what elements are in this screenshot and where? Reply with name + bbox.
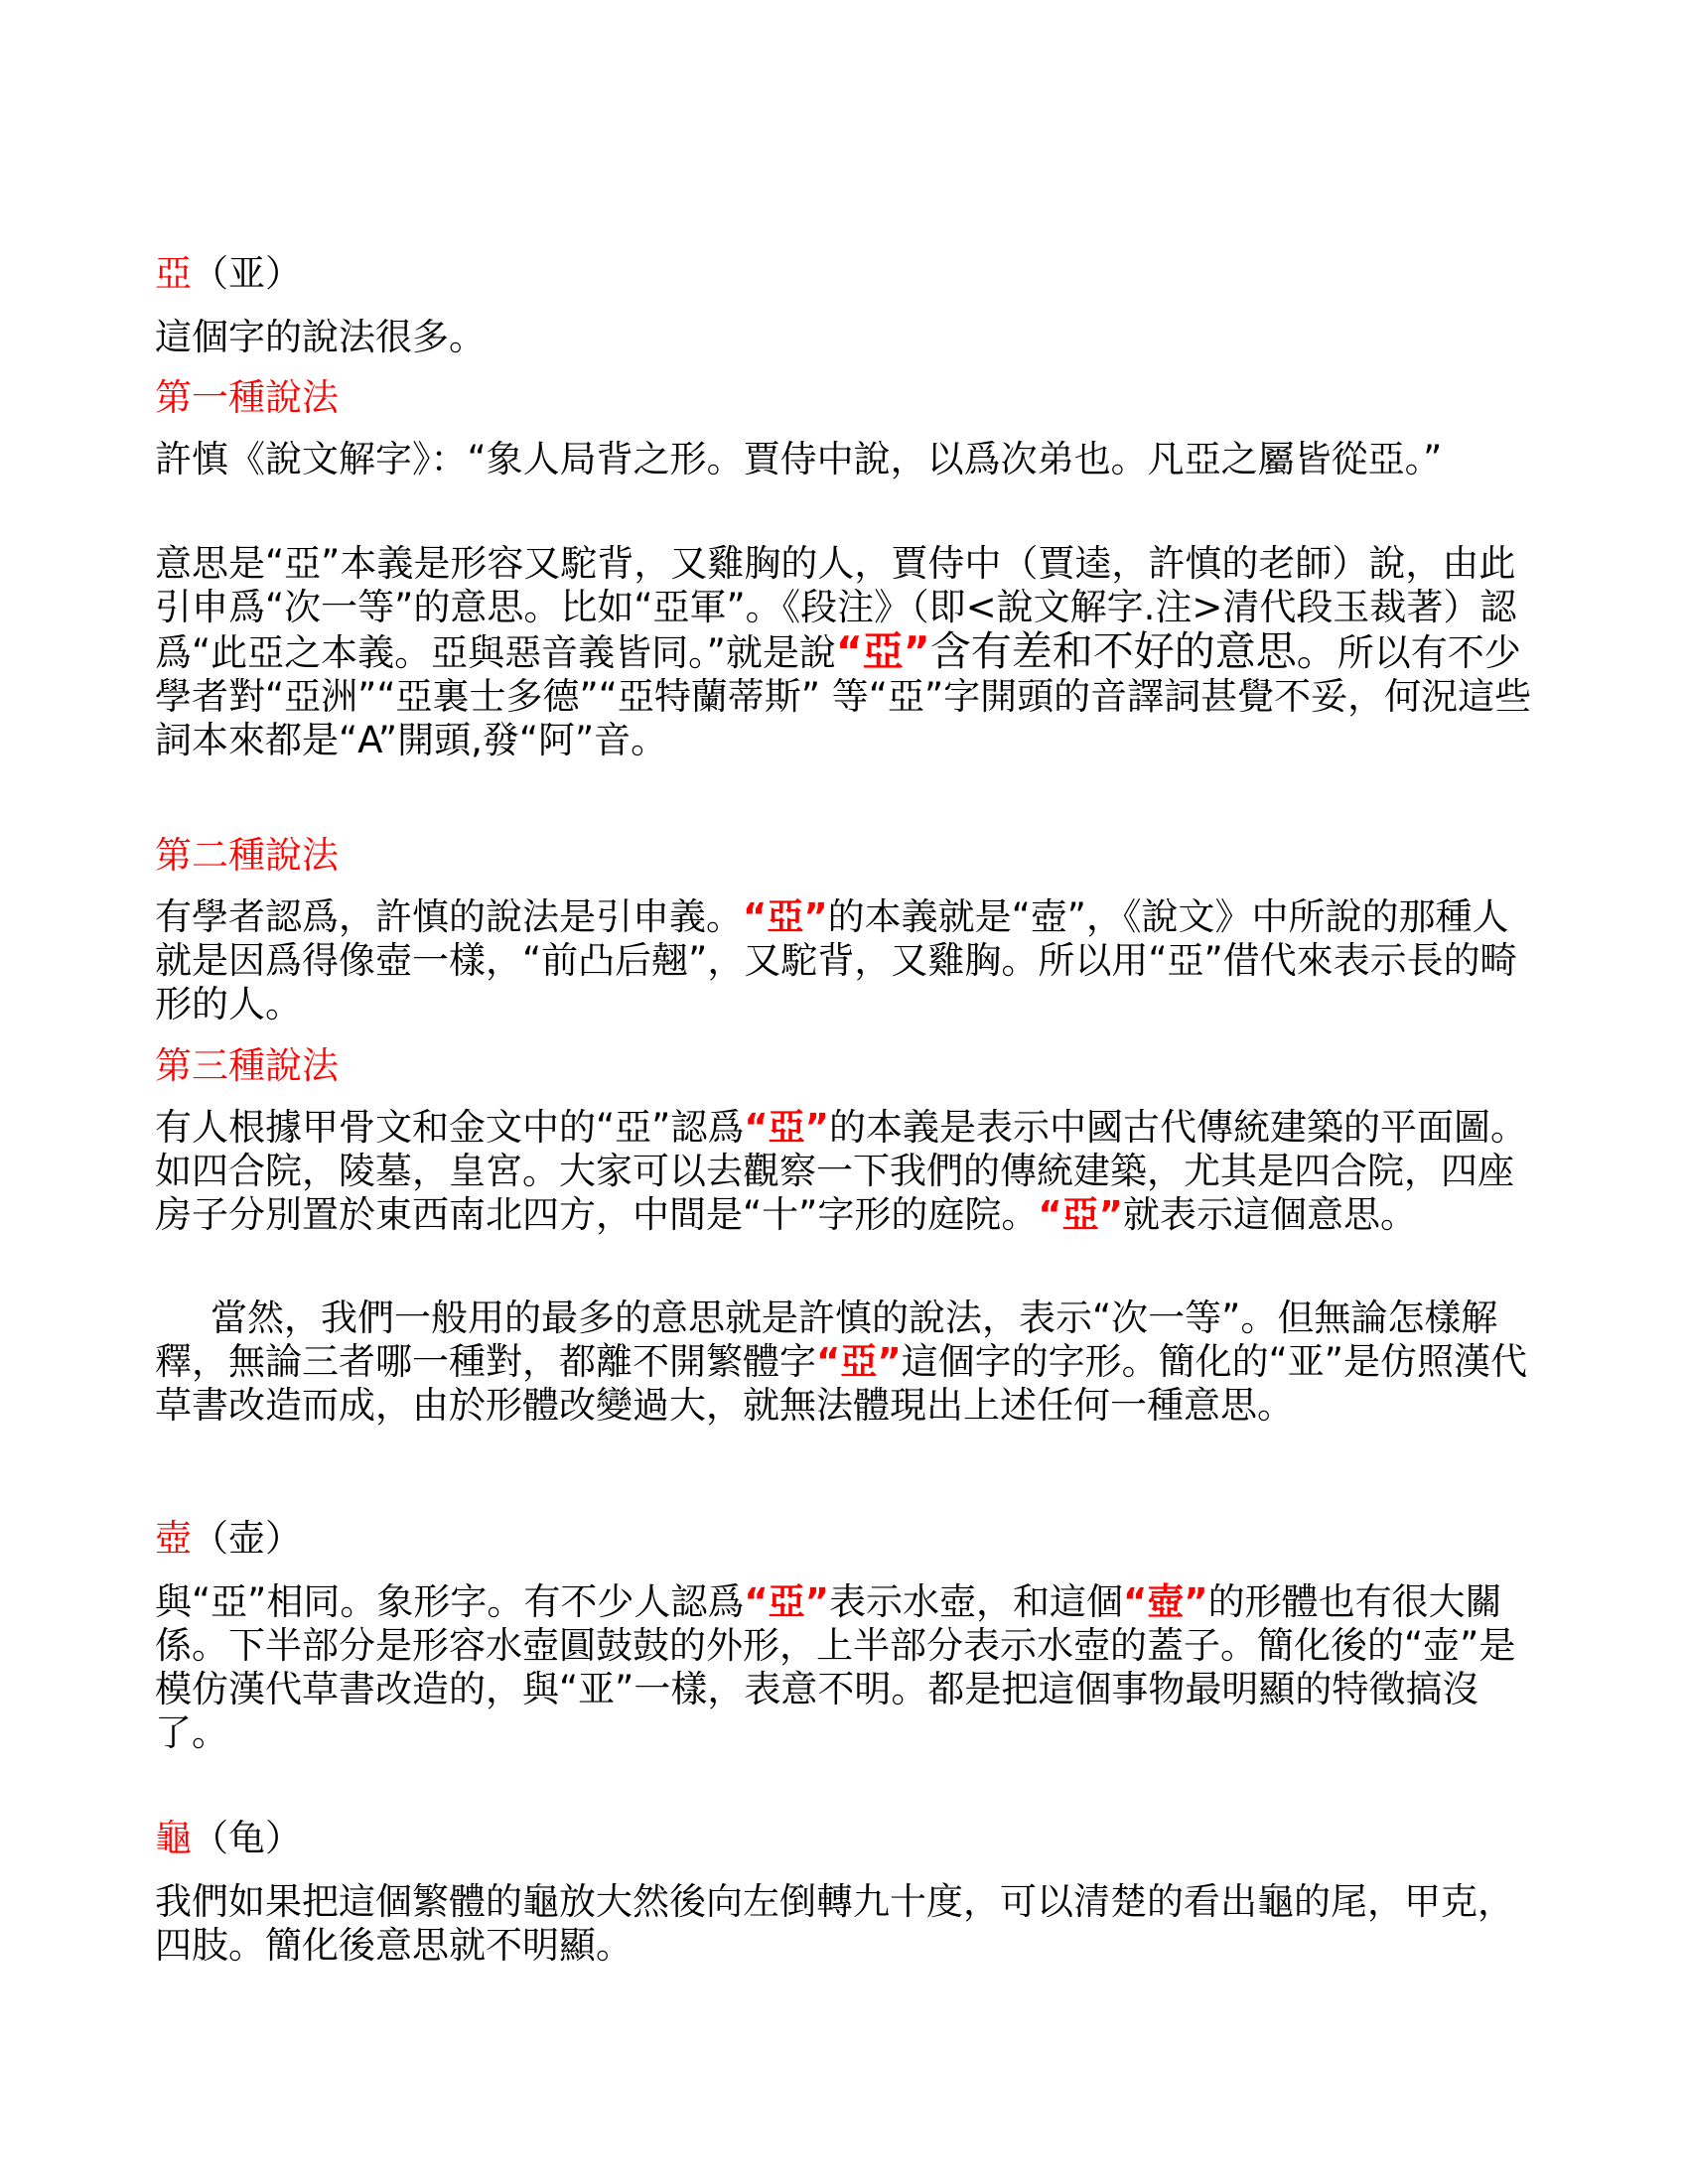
ya-conclusion-paragraph bbox=[155, 1297, 1535, 1428]
theory3-c: 就表示這個意思。 bbox=[1122, 1193, 1417, 1236]
heading-gui bbox=[155, 1817, 1535, 1860]
heading-ya-char: 亞 bbox=[155, 252, 192, 295]
theory3-a: 有人根據甲骨文和金文中的“亞”認爲 bbox=[155, 1106, 745, 1149]
hu-paragraph bbox=[155, 1580, 1535, 1755]
conclusion-a: 當然，我們一般用的最多的意思就是許慎的說法，表示“次一等”。但無論怎樣解釋，無論三者哪一種對，都離不開繁體字 bbox=[155, 1297, 1498, 1383]
theory3-ya-quote-1: “亞” bbox=[744, 1106, 829, 1149]
hu-c: 的形體也有很大關係。下半部分是形容水壺圓鼓鼓的外形，上半部分表示水壺的蓋子。簡化後的“壶”是模仿漢代草書改造的，與“亚”一樣，表意不明。都是把這個事物最明顯的特徵搞沒了。 bbox=[155, 1580, 1516, 1754]
theory1-title: 第一種說法 bbox=[155, 376, 339, 419]
ya-intro: 這個字的說法很多。 bbox=[155, 316, 486, 358]
heading-hu-simplified: （壶） bbox=[192, 1517, 302, 1560]
heading-ya-simplified: （亚） bbox=[192, 252, 302, 295]
heading-hu-char: 壺 bbox=[155, 1517, 192, 1560]
theory2-a: 有學者認爲，許慎的說法是引申義。 bbox=[155, 895, 743, 938]
hu-hu-quote: “壺” bbox=[1122, 1580, 1208, 1623]
theory3-b: 的本義是表示中國古代傳統建築的平面圖。如四合院，陵墓，皇宮。大家可以去觀察一下我們的傳統建築，尤其是四合院，四座房子分別置於東西南北四方，中間是“十”字形的庭院。 bbox=[155, 1106, 1527, 1236]
theory1-explanation-a: 意思是“亞”本義是形容又駝背，又雞胸的人，賈侍中（賈逵，許慎的老師）說，由此引申爲“次一等”的意思。比如“亞軍”。《段注》（即<說文解字.注>清代段玉裁著）認爲“此亞之本義。亞與惡音義皆同。”就是說 bbox=[155, 542, 1517, 674]
gui-paragraph: 我們如果把這個繁體的龜放大然後向左倒轉九十度，可以清楚的看出龜的尾，甲克，四肢。簡化後意思就不明顯。 bbox=[155, 1880, 1514, 1967]
theory1-ya-quote: “亞” bbox=[835, 627, 930, 675]
theory1-explanation-b: 含有差和不好的意思。 bbox=[929, 627, 1337, 675]
hu-b: 表示水壺，和這個 bbox=[828, 1580, 1123, 1623]
theory1-quote-paragraph: 許慎《說文解字》：“象人局背之形。賈侍中說，以爲次弟也。凡亞之屬皆從亞。” bbox=[155, 438, 1443, 480]
theory3-ya-quote-2: “亞” bbox=[1038, 1193, 1123, 1236]
hu-a: 與“亞”相同。象形字。有不少人認爲 bbox=[155, 1580, 745, 1623]
theory3-title: 第三種說法 bbox=[155, 1044, 339, 1087]
heading-gui-simplified: （龟） bbox=[192, 1817, 302, 1859]
theory2-title: 第二種說法 bbox=[155, 834, 339, 877]
heading-ya bbox=[155, 252, 1535, 296]
heading-gui-char: 龜 bbox=[155, 1817, 192, 1859]
theory2-paragraph bbox=[155, 895, 1535, 1026]
theory2-ya-quote: “亞” bbox=[743, 895, 828, 938]
hu-ya-quote: “亞” bbox=[744, 1580, 829, 1623]
conclusion-ya-quote: “亞” bbox=[816, 1340, 902, 1383]
theory2-b: 的本義就是“壺”，《說文》中所說的那種人就是因爲得像壺一樣，“前凸后翹”，又駝背，又雞胸。所以用“亞”借代來表示長的畸形的人。 bbox=[155, 895, 1517, 1025]
theory1-explanation-paragraph bbox=[155, 542, 1535, 762]
heading-hu bbox=[155, 1517, 1535, 1561]
conclusion-b: 這個字的字形。簡化的“亚”是仿照漢代草書改造而成，由於形體改變過大，就無法體現出上述任何一種意思。 bbox=[155, 1340, 1527, 1427]
theory3-paragraph bbox=[155, 1106, 1535, 1237]
theory1-explanation-c: 所以有不少學者對“亞洲”“亞裏士多德”“亞特蘭蒂斯” 等“亞”字開頭的音譯詞甚覺不妥，何況這些詞本來都是“A”開頭,發“阿”音。 bbox=[155, 631, 1532, 761]
